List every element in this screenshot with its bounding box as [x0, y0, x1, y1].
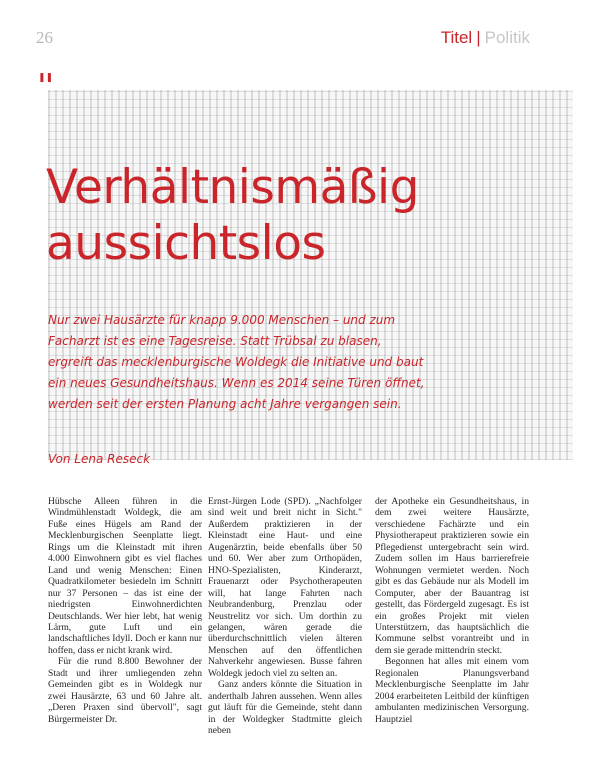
paragraph: Begonnen hat alles mit einem vom Regionalen Planungsverband Mecklenburgische Seenplatte im Jahr 2004 erarbeiteten Leitbild der künftigen ambulanten medizinischen Versorgung. Hauptziel	[375, 656, 529, 725]
rubric-primary: Titel	[440, 28, 473, 47]
page-number: 26	[36, 28, 53, 47]
corner-mark: ❚❚	[38, 73, 54, 83]
paragraph: Für die rund 8.800 Bewohner der Stadt und ihrer umliegenden zehn Gemeinden gibt es in Woldegk nur zwei Hausärzte, 63 und 60 Jahre alt. „Deren Praxen sind übervoll", sagt Bürgermeister Dr.	[48, 656, 202, 725]
rubric-secondary: Politik	[484, 28, 530, 47]
body-column-2	[208, 496, 362, 781]
section-rubric	[441, 28, 530, 48]
paragraph: Ganz anders könnte die Situation in anderthalb Jahren aussehen. Wenn alles gut läuft für die Gemeinde, steht dann in der Woldegker Stadtmitte gleich neben	[208, 679, 362, 737]
headline-line-1: Verhältnismäßig	[46, 160, 419, 215]
paragraph: der Apotheke ein Gesundheitshaus, in dem zwei weitere Hausärzte, verschiedene Fachärzte und ein Physiotherapeut praktizieren sowie ein Pflegedienst untergebracht sein wird. Zudem sollen im Haus barrierefreie Wohnungen vermietet werden. Noch gibt es das Gebäude nur als Modell im Computer, aber der Bauantrag ist gestellt, das Fördergeld zugesagt. Es ist ein großes Projekt mit vielen Unterstützern, das hauptsächlich die Kommune selbst vorantreibt und in dem sie gerade mittendrin steckt.	[375, 496, 529, 656]
body-column-3	[375, 496, 529, 781]
paragraph: Hübsche Alleen führen in die Windmühlenstadt Woldegk, die am Fuße eines Hügels am Rand der Mecklenburgischen Seenplatte liegt. Rings um die Kleinstadt mit ihren 4.000 Einwohnern gibt es viel flaches Land und wenig Menschen: Einen Quadratkilometer besiedeln im Schnitt nur 37 Personen – das ist eine der niedrigsten Einwohnerdichten Deutschlands. Wer hier lebt, hat wenig Lärm, gute Luft und ein landschaftliches Idyll. Doch er kann nur hoffen, dass er nicht krank wird.	[48, 496, 202, 656]
rubric-separator: |	[476, 28, 481, 47]
body-column-1	[48, 496, 202, 781]
paragraph: Ernst-Jürgen Lode (SPD). „Nachfolger sind weit und breit nicht in Sicht." Außerdem praktizieren in der Kleinstadt eine Haut- und eine Augenärztin, beide ebenfalls über 50 und 60. Wer aber zum Orthopäden, HNO-Spezialisten, Kinderarzt, Frauenarzt oder Psychotherapeuten will, hat lange Fahrten nach Neubrandenburg, Prenzlau oder Neustrelitz vor sich. Um dorthin zu gelangen, wären gerade die überdurchschnittlich vielen älteren Menschen auf den öffentlichen Nahverkehr angewiesen. Busse fahren Woldegk jedoch viel zu selten an.	[208, 496, 362, 679]
article-teaser: Nur zwei Hausärzte für knapp 9.000 Menschen – und zum Facharzt ist es eine Tagesreise. Statt Trübsal zu blasen, ergreift das mecklenburgische Woldegk die Initiative und baut ein neues Gesundheitshaus. Wenn es 2014 seine Türen öffnet, werden seit der ersten Planung acht Jahre vergangen sein.	[48, 313, 425, 411]
article-headline	[46, 160, 566, 272]
headline-line-2: aussichtslos	[46, 216, 326, 271]
article-author: Von Lena Reseck	[48, 452, 151, 466]
